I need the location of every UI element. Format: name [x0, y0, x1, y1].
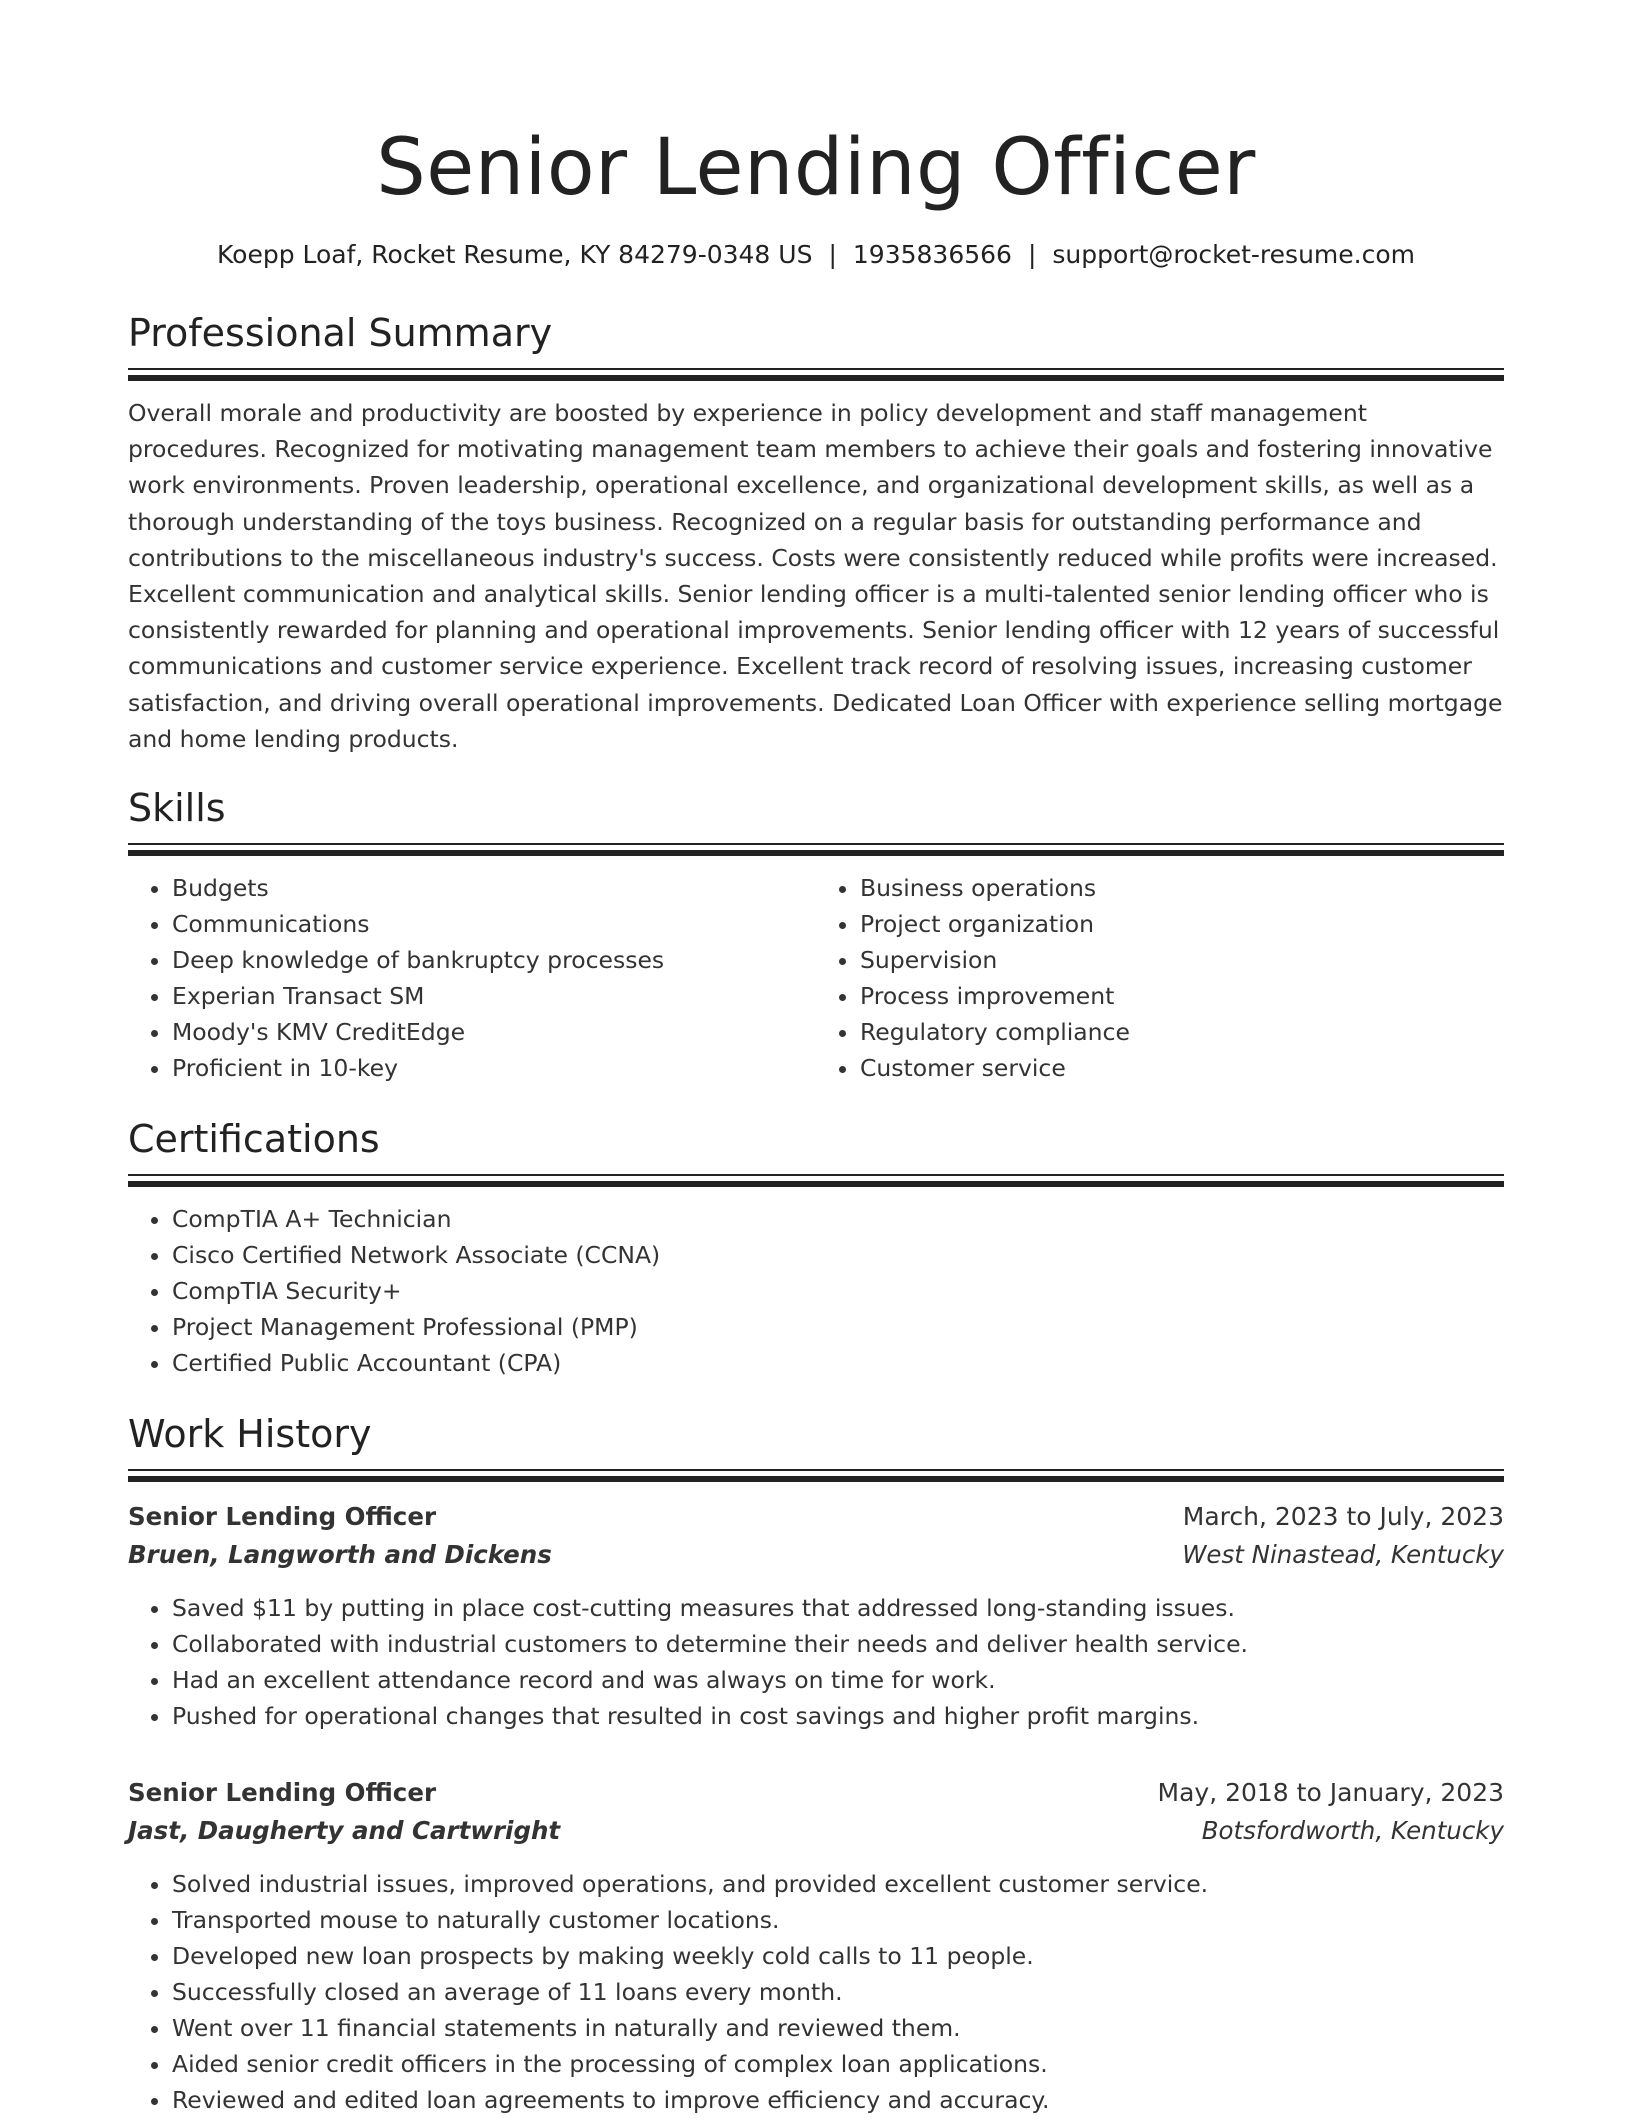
- job-duty-item: • Collaborated with industrial customers to determine their needs and deliver health service.: [172, 1626, 1504, 1662]
- skill-item: • Project organization: [860, 906, 1504, 942]
- skill-item: • Proficient in 10-key: [172, 1050, 816, 1086]
- job-duties-list: [128, 1590, 1504, 1734]
- job-duty-item: • Went over 11 financial statements in naturally and reviewed them.: [172, 2010, 1504, 2046]
- skill-item: • Deep knowledge of bankruptcy processes: [172, 942, 816, 978]
- skills-list-right: [816, 870, 1504, 1086]
- job-duty-item: • Solved industrial issues, improved operations, and provided excellent customer service.: [172, 1866, 1504, 1902]
- certification-item: • CompTIA Security+: [172, 1273, 1504, 1309]
- section-title-skills: Skills: [128, 786, 226, 831]
- section-title-work-history: Work History: [128, 1412, 372, 1457]
- work-history-section: [128, 1411, 1504, 2118]
- job-header-row: [128, 1498, 1504, 1536]
- skill-item: • Budgets: [172, 870, 816, 906]
- summary-text: Overall morale and productivity are boosted by experience in policy development and staff management procedures. Recognized for motivating management team members to achieve their goals and fostering innovative work environments. Proven leadership, operational excellence, and organizational development skills, as well as a thorough understanding of the toys business. Recognized on a regular basis for outstanding performance and contributions to the miscellaneous industry's success. Costs were consistently reduced while profits were increased. Excellent communication and analytical skills. Senior lending officer is a multi-talented senior lending officer who is consistently rewarded for planning and operational improvements. Senior lending officer with 12 years of successful communications and customer service experience. Excellent track record of resolving issues, increasing customer satisfaction, and driving overall operational improvements. Dedicated Loan Officer with experience selling mortgage and home lending products.: [128, 399, 1503, 753]
- section-title-summary: Professional Summary: [128, 311, 553, 355]
- job-duty-item: • Had an excellent attendance record and was always on time for work.: [172, 1662, 1504, 1698]
- skill-item: • Supervision: [860, 942, 1504, 978]
- skill-item: • Experian Transact SM: [172, 978, 816, 1014]
- job-duty-item: • Saved $11 by putting in place cost-cutting measures that addressed long-standing issues.: [172, 1590, 1504, 1626]
- separator: |: [828, 240, 837, 269]
- skills-column-right: [816, 870, 1504, 1086]
- job-company: Jast, Daugherty and Cartwright: [128, 1816, 561, 1846]
- job-duty-item: • Developed new loan prospects by making weekly cold calls to 11 people.: [172, 1938, 1504, 1974]
- certifications-section: [128, 1116, 1504, 1381]
- skills-grid: [128, 870, 1504, 1086]
- page-title: Senior Lending Officer: [376, 123, 1256, 213]
- section-divider: [128, 1174, 1504, 1187]
- job-location: West Ninastead, Kentucky: [1182, 1540, 1504, 1570]
- skill-item: • Business operations: [860, 870, 1504, 906]
- skill-item: • Communications: [172, 906, 816, 942]
- email-link[interactable]: support@rocket-resume.com: [1052, 240, 1415, 269]
- contact-line: [128, 238, 1504, 272]
- job-location: Botsfordworth, Kentucky: [1201, 1816, 1504, 1846]
- section-divider: [128, 843, 1504, 856]
- job-duty-item: • Pushed for operational changes that resulted in cost savings and higher profit margins.: [172, 1698, 1504, 1734]
- skill-item: • Regulatory compliance: [860, 1014, 1504, 1050]
- skill-item: • Process improvement: [860, 978, 1504, 1014]
- job-subheader-row: [128, 1536, 1504, 1574]
- section-divider: [128, 1469, 1504, 1482]
- summary-section: [128, 310, 1504, 757]
- job-entry: [128, 1774, 1504, 2118]
- certification-item: • Project Management Professional (PMP): [172, 1309, 1504, 1345]
- skill-item: • Moody's KMV CreditEdge: [172, 1014, 816, 1050]
- certifications-list: [128, 1201, 1504, 1381]
- job-title: Senior Lending Officer: [128, 1778, 437, 1808]
- skills-section: [128, 785, 1504, 1086]
- job-dates: May, 2018 to January, 2023: [1157, 1778, 1504, 1808]
- job-duty-item: • Aided senior credit officers in the processing of complex loan applications.: [172, 2046, 1504, 2082]
- certification-item: • Cisco Certified Network Associate (CCNA): [172, 1237, 1504, 1273]
- address: Koepp Loaf, Rocket Resume, KY 84279-0348 US: [217, 240, 813, 269]
- skill-item: • Customer service: [860, 1050, 1504, 1086]
- job-title: Senior Lending Officer: [128, 1502, 437, 1532]
- job-entry: [128, 1498, 1504, 1734]
- certification-item: • Certified Public Accountant (CPA): [172, 1345, 1504, 1381]
- skills-list-left: [128, 870, 816, 1086]
- job-header-row: [128, 1774, 1504, 1812]
- job-duty-item: • Successfully closed an average of 11 loans every month.: [172, 1974, 1504, 2010]
- section-divider: [128, 368, 1504, 381]
- job-duty-item: • Transported mouse to naturally customer locations.: [172, 1902, 1504, 1938]
- job-subheader-row: [128, 1812, 1504, 1850]
- job-dates: March, 2023 to July, 2023: [1182, 1502, 1504, 1532]
- job-duties-list: [128, 1866, 1504, 2118]
- separator: |: [1027, 240, 1037, 269]
- certification-item: • CompTIA A+ Technician: [172, 1201, 1504, 1237]
- skills-column-left: [128, 870, 816, 1086]
- job-duty-item: • Reviewed and edited loan agreements to improve efficiency and accuracy.: [172, 2082, 1504, 2118]
- job-company: Bruen, Langworth and Dickens: [128, 1540, 552, 1570]
- phone: 1935836566: [852, 240, 1012, 269]
- section-title-certifications: Certifications: [128, 1117, 380, 1162]
